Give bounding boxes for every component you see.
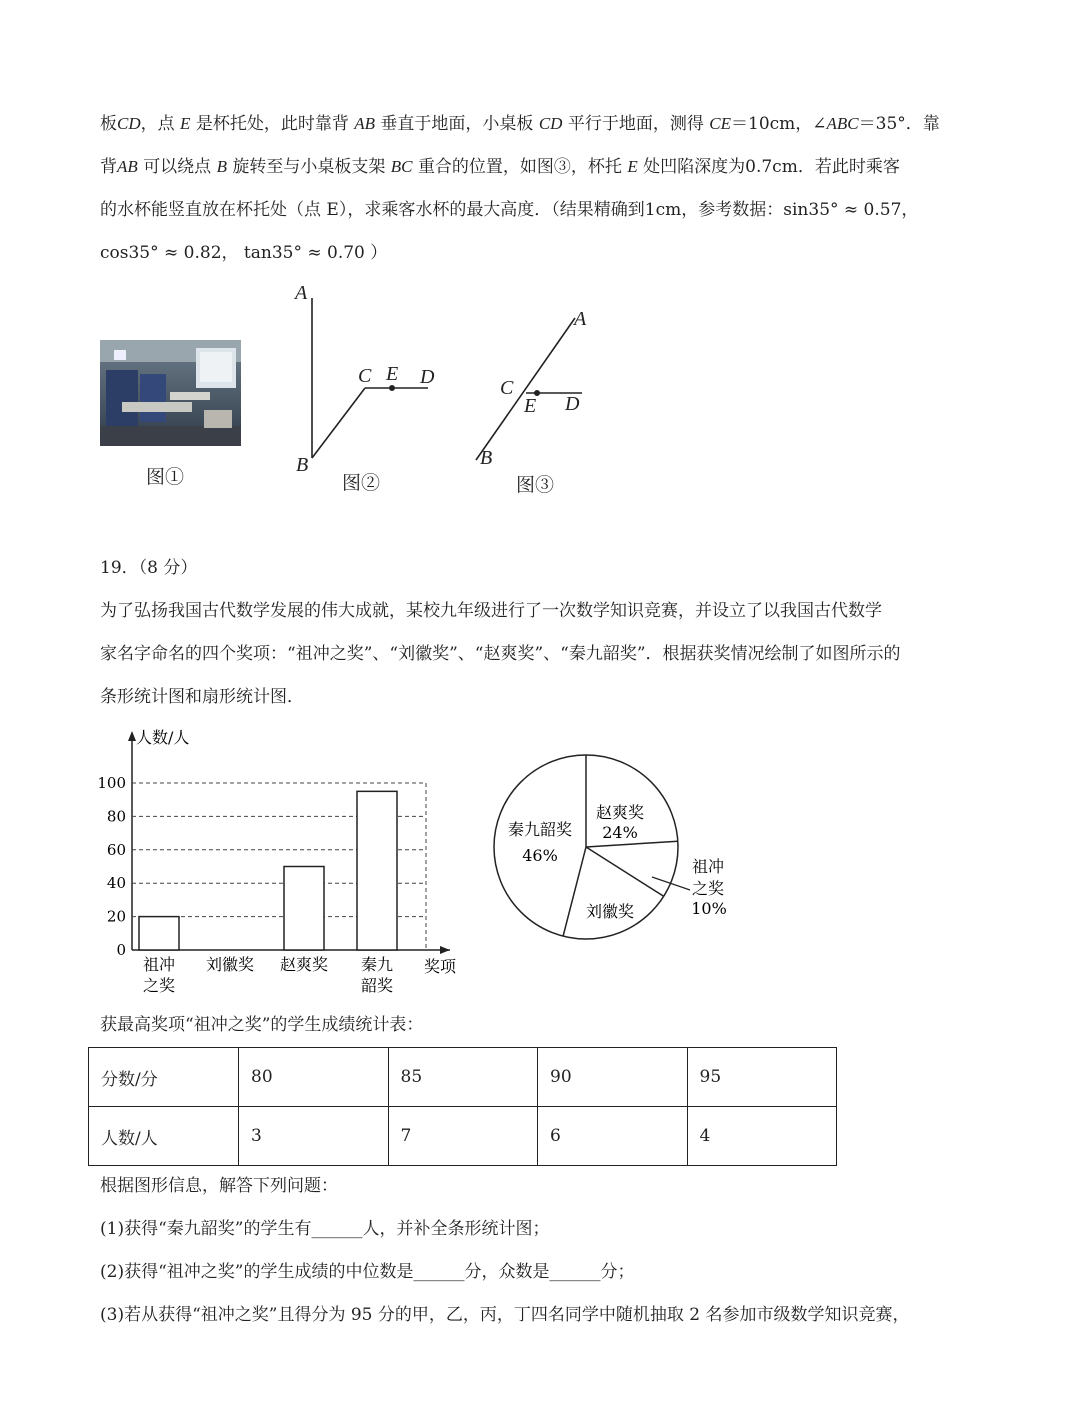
- segment-AB: [476, 318, 575, 460]
- table-cell: 80: [239, 1048, 389, 1107]
- score-table: [88, 1047, 837, 1166]
- pie-label-zhaoshuang: 赵爽奖: [595, 803, 645, 822]
- x-axis-arrow: [440, 946, 450, 954]
- pie-value-zuchongzhi: 10%: [691, 899, 727, 918]
- text-seg: 处凹陷深度为0.7cm．若此时乘客: [643, 157, 900, 177]
- question-line-1: 为了弘扬我国古代数学发展的伟大成就，某校九年级进行了一次数学知识竞赛，并设立了以我国古代数学: [100, 601, 882, 621]
- text-seg: AB: [354, 114, 376, 133]
- question-line-2: 家名字命名的四个奖项：“祖冲之奖”、“刘徽奖”、“赵爽奖”、“秦九韶奖”．根据获奖情况绘制了如图所示的: [100, 644, 901, 664]
- text-seg: CD: [538, 114, 563, 133]
- label-E: E: [524, 395, 537, 417]
- label-B: B: [480, 447, 493, 469]
- intro-line-3: 的水杯能竖直放在杯托处（点 E），求乘客水杯的最大高度．（结果精确到1cm，参考数据：sin35° ≈ 0.57，: [100, 200, 919, 220]
- pie-label-liuhui: 刘徽奖: [585, 902, 635, 921]
- text-seg: ，点: [140, 114, 175, 134]
- pie-label-zuchongzhi: 之奖: [691, 879, 725, 898]
- y-tick-label: 60: [106, 840, 126, 859]
- bar-4: [357, 791, 397, 950]
- table-cell: 4: [687, 1107, 837, 1166]
- table-cell: 85: [388, 1048, 538, 1107]
- text-seg: 垂直于地面，小桌板: [380, 114, 534, 134]
- pie-chart: [480, 750, 750, 960]
- table-cell: 3: [239, 1107, 389, 1166]
- text-seg: 平行于地面，测得: [567, 114, 704, 134]
- table-cell: 分数/分: [89, 1048, 239, 1107]
- pie-value-qinjiushao: 46%: [522, 846, 558, 865]
- label-A: A: [574, 308, 587, 330]
- y-tick-label: 100: [97, 774, 126, 792]
- y-tick-label: 40: [106, 874, 126, 893]
- question-line-3: 条形统计图和扇形统计图．: [100, 687, 304, 707]
- label-D: D: [420, 366, 435, 388]
- label-B: B: [296, 454, 309, 476]
- table-row: [89, 1107, 837, 1166]
- text-seg: CD: [117, 114, 141, 133]
- text-seg: 是杯托处，此时靠背: [195, 114, 349, 134]
- x-tick-label: 之奖: [142, 976, 176, 995]
- fig1-caption: 图①: [146, 466, 185, 488]
- fig3-caption: 图③: [516, 474, 555, 496]
- pie-label-qinjiushao: 秦九韶奖: [507, 820, 573, 839]
- y-tick-label: 20: [106, 907, 126, 926]
- text-seg: B: [216, 157, 227, 176]
- table-cell: 6: [538, 1107, 688, 1166]
- label-E: E: [386, 363, 399, 385]
- text-seg: E: [627, 157, 638, 176]
- table-cell: 7: [388, 1107, 538, 1166]
- x-tick-label: 祖冲: [142, 955, 176, 974]
- y-tick-label: 80: [106, 807, 126, 826]
- text-seg: ABC: [826, 114, 859, 133]
- answers-intro: 根据图形信息，解答下列问题：: [100, 1176, 338, 1196]
- y-axis-arrow: [128, 731, 136, 741]
- text-seg: 背: [100, 157, 117, 177]
- train-seat-photo: [100, 340, 241, 446]
- y-axis-label: 人数/人: [136, 728, 190, 747]
- sub-question-3: (3)若从获得“祖冲之奖”且得分为 95 分的甲，乙，丙，丁四名同学中随机抽取 2 名参加市级数学知识竞赛，: [100, 1305, 910, 1325]
- sub-question-2: (2)获得“祖冲之奖”的学生成绩的中位数是______分，众数是______分；: [100, 1262, 635, 1282]
- label-C: C: [500, 377, 514, 399]
- x-tick-label: 韶奖: [360, 976, 394, 995]
- x-tick-label: 刘徽奖: [205, 955, 255, 974]
- sub-question-1: (1)获得“秦九韶奖”的学生有______人，并补全条形统计图；: [100, 1219, 550, 1239]
- question-number: 19．（8 分）: [100, 558, 198, 578]
- text-seg: BC: [390, 157, 413, 176]
- text-seg: CE: [709, 114, 731, 133]
- table-title: 获最高奖项“祖冲之奖”的学生成绩统计表：: [100, 1015, 424, 1035]
- x-axis-label: 奖项: [424, 957, 457, 976]
- table-cell: 人数/人: [89, 1107, 239, 1166]
- intro-line-2: [100, 155, 900, 179]
- y-tick-label: 0: [116, 941, 126, 959]
- text-seg: E: [180, 114, 191, 133]
- table-row: [89, 1048, 837, 1107]
- intro-line-4: cos35° ≈ 0.82， tan35° ≈ 0.70 ）: [100, 243, 388, 263]
- bar-3: [284, 867, 324, 951]
- label-D: D: [565, 393, 580, 415]
- pie-label-zuchongzhi: 祖冲: [691, 857, 725, 876]
- x-tick-label: 秦九: [360, 955, 394, 974]
- text-seg: 可以绕点: [143, 157, 212, 177]
- segment-BC: [312, 388, 365, 458]
- label-C: C: [358, 365, 372, 387]
- pie-value-zhaoshuang: 24%: [602, 823, 638, 842]
- text-seg: 重合的位置，如图③，杯托: [417, 157, 622, 177]
- text-seg: AB: [117, 157, 138, 176]
- label-A: A: [295, 282, 308, 304]
- fig2-caption: 图②: [342, 472, 381, 494]
- bar-1: [139, 917, 179, 950]
- text-seg: 板: [100, 114, 117, 134]
- x-tick-label: 赵爽奖: [279, 955, 329, 974]
- intro-line-1: [100, 112, 940, 136]
- text-seg: ＝35°．靠: [858, 114, 940, 134]
- bar-chart: [90, 725, 480, 1000]
- table-cell: 90: [538, 1048, 688, 1107]
- table-cell: 95: [687, 1048, 837, 1107]
- text-seg: 旋转至与小桌板支架: [232, 157, 386, 177]
- text-seg: ＝10cm，∠: [731, 114, 827, 134]
